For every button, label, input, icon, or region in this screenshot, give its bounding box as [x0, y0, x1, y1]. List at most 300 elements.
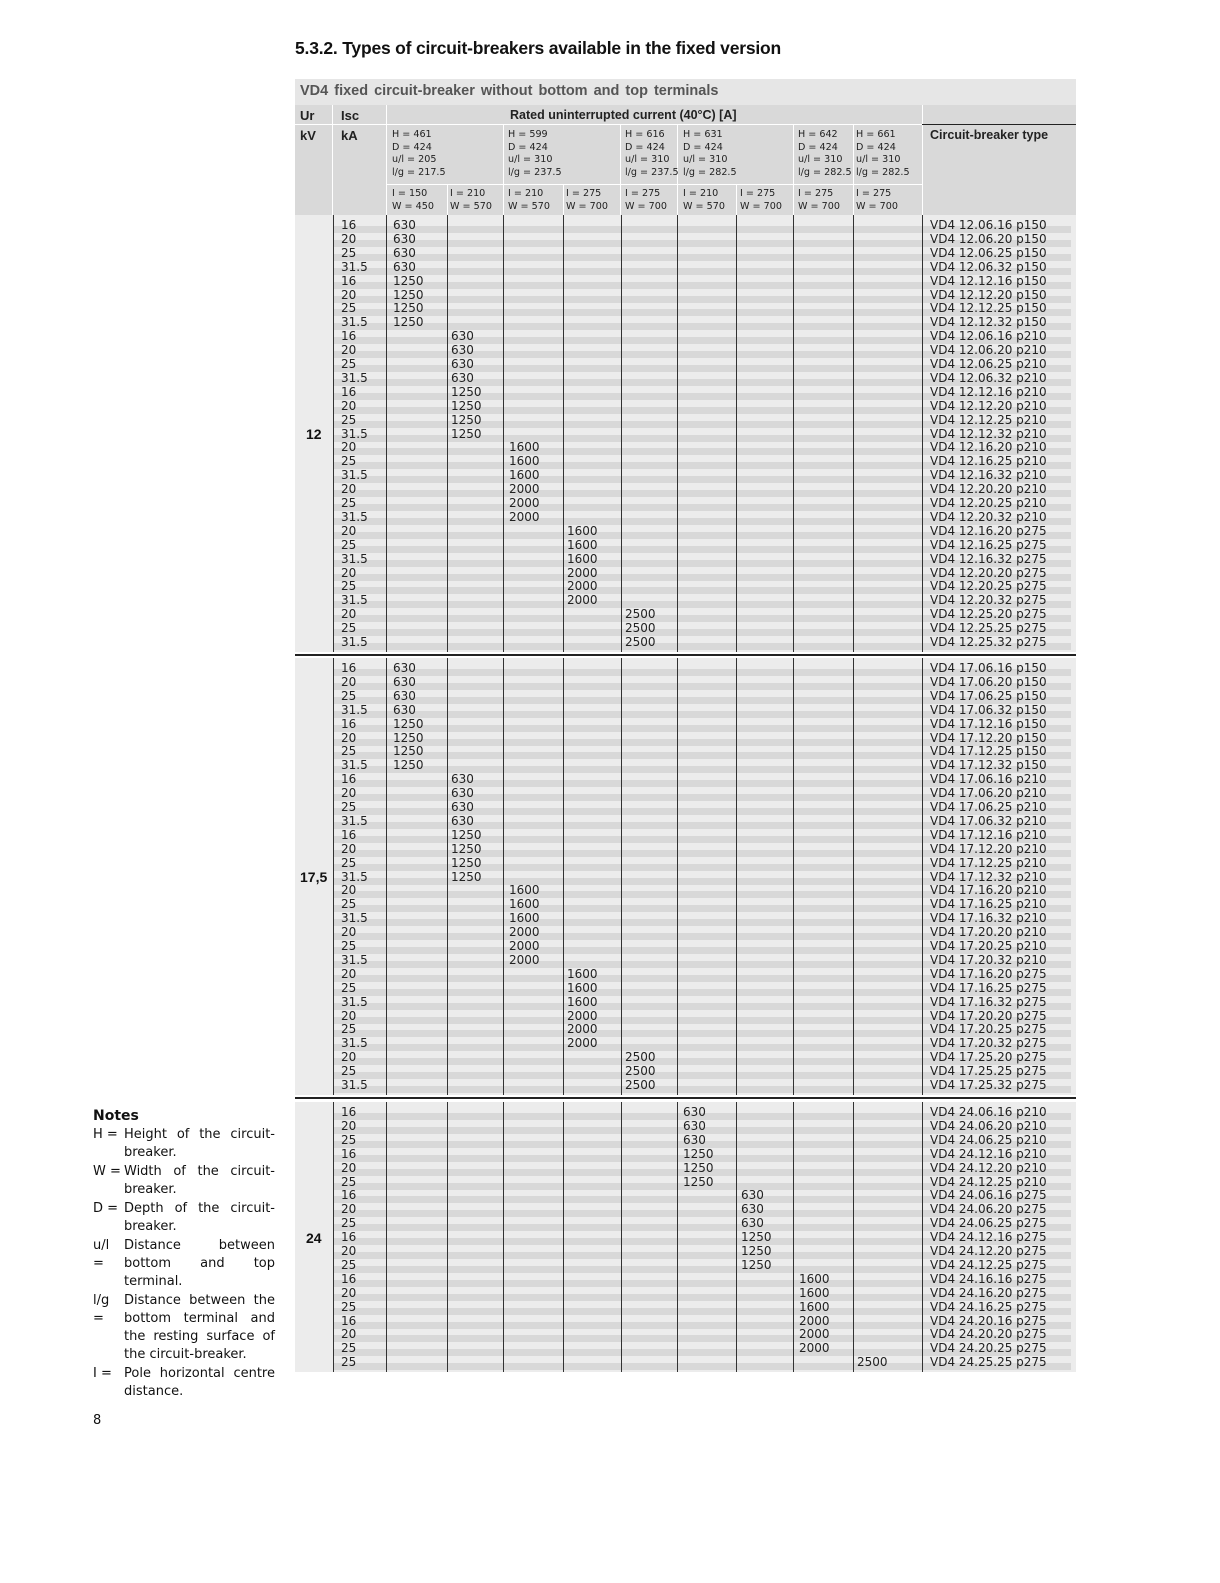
cb-type-cell: VD4 17.12.32 p210 — [930, 869, 1047, 884]
header-rated-current: Rated uninterrupted current (40°C) [A] — [510, 108, 737, 122]
cb-type-cell: VD4 12.12.32 p150 — [930, 315, 1047, 330]
isc-cell: 25 — [341, 1174, 357, 1189]
column-divider — [333, 1102, 334, 1372]
current-cell: 2000 — [567, 565, 598, 580]
current-cell: 1250 — [451, 869, 482, 884]
cb-type-cell: VD4 12.16.25 p210 — [930, 454, 1047, 469]
current-cell: 2500 — [625, 607, 656, 622]
column-divider — [853, 1102, 854, 1372]
isc-cell: 16 — [341, 716, 357, 731]
cb-type-cell: VD4 17.25.32 p275 — [930, 1078, 1047, 1092]
isc-cell: 20 — [341, 1008, 357, 1023]
current-cell: 1250 — [741, 1244, 772, 1258]
isc-cell: 31.5 — [341, 426, 368, 441]
iw-label: I = 275 W = 700 — [798, 188, 840, 212]
column-divider — [677, 1102, 678, 1372]
cb-type-cell: VD4 17.06.20 p150 — [930, 674, 1047, 689]
isc-cell: 25 — [341, 537, 357, 552]
cb-type-cell: VD4 24.06.20 p275 — [930, 1202, 1047, 1217]
current-cell: 1250 — [393, 758, 424, 773]
current-cell: 1250 — [451, 841, 482, 856]
cb-type-cell: VD4 12.20.32 p210 — [930, 509, 1047, 524]
isc-cell: 20 — [341, 1327, 357, 1342]
column-divider — [922, 658, 923, 1095]
isc-cell: 25 — [341, 1299, 357, 1314]
cb-type-cell: VD4 12.06.16 p210 — [930, 329, 1047, 344]
current-cell: 630 — [741, 1216, 764, 1231]
cb-type-cell: VD4 17.20.25 p210 — [930, 939, 1047, 953]
cb-type-cell: VD4 17.20.25 p275 — [930, 1022, 1047, 1037]
isc-cell: 16 — [341, 1271, 357, 1286]
isc-cell: 31.5 — [341, 869, 368, 884]
note-item — [93, 1237, 275, 1291]
current-cell: 2000 — [509, 509, 540, 524]
current-cell: 2000 — [567, 1036, 598, 1051]
isc-cell: 20 — [341, 523, 357, 538]
isc-cell: 31.5 — [341, 635, 368, 649]
iw-label: I = 275 W = 700 — [566, 188, 608, 212]
current-cell: 2500 — [625, 1064, 656, 1079]
current-cell: 1250 — [451, 412, 482, 427]
iw-label: I = 275 W = 700 — [856, 188, 898, 212]
column-divider — [621, 658, 622, 1095]
page-number: 8 — [93, 1413, 102, 1428]
ur-value: 12 — [306, 426, 322, 443]
current-cell: 1600 — [567, 994, 598, 1009]
column-divider — [447, 215, 448, 652]
current-cell: 2000 — [567, 593, 598, 608]
current-cell: 630 — [393, 702, 416, 717]
note-item — [93, 1126, 275, 1162]
isc-cell: 16 — [341, 1188, 357, 1203]
column-divider — [503, 215, 504, 652]
isc-cell: 16 — [341, 827, 357, 842]
cb-type-cell: VD4 17.12.16 p150 — [930, 716, 1047, 731]
dims-group: H = 661 D = 424 u/l = 310 l/g = 282.5 — [856, 129, 910, 178]
isc-cell: 25 — [341, 301, 357, 316]
cb-type-cell: VD4 12.12.16 p210 — [930, 384, 1047, 399]
header-cb-type: Circuit-breaker type — [930, 128, 1049, 142]
cb-type-cell: VD4 24.12.25 p210 — [930, 1174, 1047, 1189]
cb-type-cell: VD4 12.06.25 p210 — [930, 357, 1047, 371]
column-divider — [386, 658, 387, 1095]
iw-label: I = 275 W = 700 — [740, 188, 782, 212]
cb-type-cell: VD4 12.06.32 p210 — [930, 370, 1047, 385]
cb-type-cell: VD4 24.12.16 p275 — [930, 1230, 1047, 1245]
dims-group: H = 631 D = 424 u/l = 310 l/g = 282.5 — [683, 129, 737, 178]
isc-cell: 25 — [341, 1257, 357, 1272]
current-cell: 1250 — [393, 716, 424, 731]
current-cell: 2000 — [509, 952, 540, 967]
cb-type-cell: VD4 12.20.20 p275 — [930, 565, 1047, 580]
isc-cell: 25 — [341, 496, 357, 510]
current-cell: 2500 — [625, 635, 656, 649]
dims-group: H = 616 D = 424 u/l = 310 l/g = 237.5 — [625, 129, 679, 178]
isc-cell: 20 — [341, 1285, 357, 1300]
isc-cell: 16 — [341, 1146, 357, 1161]
isc-cell: 25 — [341, 1355, 357, 1370]
isc-cell: 25 — [341, 1216, 357, 1231]
current-cell: 1600 — [509, 911, 540, 926]
current-cell: 630 — [451, 357, 474, 371]
current-cell: 630 — [451, 343, 474, 358]
isc-cell: 31.5 — [341, 593, 368, 608]
isc-cell: 20 — [341, 883, 357, 898]
current-cell: 1600 — [799, 1271, 830, 1286]
isc-cell: 25 — [341, 412, 357, 427]
cb-type-cell: VD4 17.20.32 p275 — [930, 1036, 1047, 1051]
current-cell: 1250 — [451, 398, 482, 413]
note-key: l/g = — [93, 1293, 110, 1326]
isc-cell: 25 — [341, 800, 357, 814]
iw-label: I = 210 W = 570 — [508, 188, 550, 212]
isc-cell: 16 — [341, 1313, 357, 1328]
current-cell: 630 — [683, 1105, 706, 1119]
isc-cell: 20 — [341, 1202, 357, 1217]
column-divider — [922, 1102, 923, 1372]
cb-type-cell: VD4 12.06.16 p150 — [930, 218, 1047, 232]
cb-type-cell: VD4 17.06.20 p210 — [930, 786, 1047, 801]
current-cell: 630 — [741, 1202, 764, 1217]
note-text: Distance between bottom and top terminal. — [124, 1238, 275, 1289]
cb-type-cell: VD4 17.06.32 p150 — [930, 702, 1047, 717]
cb-type-cell: VD4 24.20.20 p275 — [930, 1327, 1047, 1342]
current-cell: 2500 — [625, 621, 656, 636]
cb-type-cell: VD4 12.16.32 p275 — [930, 551, 1047, 566]
isc-cell: 25 — [341, 245, 357, 260]
cb-type-cell: VD4 12.16.32 p210 — [930, 468, 1047, 483]
note-text: Pole horizontal centre distance. — [124, 1366, 275, 1399]
column-divider — [677, 215, 678, 652]
current-cell: 1250 — [393, 744, 424, 759]
current-cell: 2500 — [625, 1050, 656, 1065]
cb-type-cell: VD4 17.16.32 p275 — [930, 994, 1047, 1009]
column-divider — [333, 658, 334, 1095]
current-cell: 1250 — [451, 855, 482, 870]
cb-type-cell: VD4 24.16.16 p275 — [930, 1271, 1047, 1286]
cb-type-cell: VD4 24.12.20 p275 — [930, 1244, 1047, 1258]
isc-cell: 25 — [341, 621, 357, 636]
note-key: W = — [93, 1164, 121, 1179]
isc-cell: 25 — [341, 897, 357, 912]
current-cell: 2000 — [509, 496, 540, 510]
column-divider — [793, 1102, 794, 1372]
cb-type-cell: VD4 12.20.25 p210 — [930, 496, 1047, 510]
column-divider — [333, 215, 334, 652]
isc-cell: 20 — [341, 482, 357, 497]
current-cell: 630 — [683, 1132, 706, 1147]
dims-group: H = 599 D = 424 u/l = 310 l/g = 237.5 — [508, 129, 562, 178]
cb-type-cell: VD4 17.12.20 p150 — [930, 730, 1047, 745]
cb-type-cell: VD4 12.06.20 p210 — [930, 343, 1047, 358]
group-divider — [295, 1097, 1076, 1099]
notes-title: Notes — [93, 1108, 139, 1124]
cb-type-cell: VD4 17.12.25 p210 — [930, 855, 1047, 870]
cb-type-cell: VD4 12.12.32 p210 — [930, 426, 1047, 441]
current-cell: 630 — [451, 786, 474, 801]
current-cell: 1250 — [393, 273, 424, 288]
note-item — [93, 1163, 275, 1199]
isc-cell: 20 — [341, 565, 357, 580]
cb-type-cell: VD4 24.12.25 p275 — [930, 1257, 1047, 1272]
current-cell: 630 — [393, 661, 416, 675]
cb-type-cell: VD4 17.12.16 p210 — [930, 827, 1047, 842]
isc-cell: 31.5 — [341, 994, 368, 1009]
isc-cell: 31.5 — [341, 315, 368, 330]
current-cell: 1600 — [567, 523, 598, 538]
current-cell: 1250 — [451, 384, 482, 399]
isc-cell: 16 — [341, 1105, 357, 1119]
current-cell: 2500 — [857, 1355, 888, 1370]
current-cell: 630 — [451, 329, 474, 344]
isc-cell: 20 — [341, 786, 357, 801]
isc-cell: 20 — [341, 1244, 357, 1258]
isc-cell: 25 — [341, 939, 357, 953]
column-divider — [447, 658, 448, 1095]
note-key: D = — [93, 1201, 119, 1216]
isc-cell: 31.5 — [341, 509, 368, 524]
isc-cell: 20 — [341, 440, 357, 455]
cb-type-cell: VD4 17.20.32 p210 — [930, 952, 1047, 967]
cb-type-cell: VD4 17.25.20 p275 — [930, 1050, 1047, 1065]
cb-type-cell: VD4 24.06.20 p210 — [930, 1118, 1047, 1133]
current-cell: 1600 — [567, 551, 598, 566]
column-divider — [922, 215, 923, 652]
current-cell: 2000 — [567, 1022, 598, 1037]
current-cell: 630 — [393, 231, 416, 246]
cb-type-cell: VD4 24.12.16 p210 — [930, 1146, 1047, 1161]
isc-cell: 25 — [341, 744, 357, 759]
column-divider — [736, 658, 737, 1095]
current-cell: 630 — [741, 1188, 764, 1203]
group-divider — [295, 654, 1076, 656]
cb-type-cell: VD4 12.16.20 p210 — [930, 440, 1047, 455]
iw-label: I = 210 W = 570 — [683, 188, 725, 212]
cb-type-cell: VD4 12.25.32 p275 — [930, 635, 1047, 649]
column-divider — [563, 658, 564, 1095]
current-cell: 2500 — [625, 1078, 656, 1092]
cb-type-cell: VD4 24.20.16 p275 — [930, 1313, 1047, 1328]
header-isc-unit: kA — [341, 128, 358, 143]
isc-cell: 31.5 — [341, 911, 368, 926]
cb-type-cell: VD4 17.06.32 p210 — [930, 813, 1047, 828]
current-cell: 1250 — [393, 301, 424, 316]
column-divider — [386, 215, 387, 652]
isc-cell: 31.5 — [341, 813, 368, 828]
isc-cell: 31.5 — [341, 758, 368, 773]
isc-cell: 16 — [341, 661, 357, 675]
cb-type-cell: VD4 17.12.32 p150 — [930, 758, 1047, 773]
isc-cell: 20 — [341, 1160, 357, 1175]
isc-cell: 16 — [341, 218, 357, 232]
current-cell: 1600 — [567, 537, 598, 552]
cb-type-cell: VD4 17.25.25 p275 — [930, 1064, 1047, 1079]
current-cell: 2000 — [567, 579, 598, 594]
table-header — [295, 105, 1076, 216]
cb-type-cell: VD4 12.12.20 p210 — [930, 398, 1047, 413]
current-cell: 1250 — [741, 1230, 772, 1245]
current-cell: 1600 — [509, 468, 540, 483]
isc-cell: 31.5 — [341, 952, 368, 967]
isc-cell: 31.5 — [341, 468, 368, 483]
current-cell: 2000 — [509, 939, 540, 953]
current-cell: 1250 — [451, 827, 482, 842]
dims-group: H = 461 D = 424 u/l = 205 l/g = 217.5 — [392, 129, 446, 178]
column-divider — [793, 215, 794, 652]
notes — [93, 1108, 275, 1402]
isc-cell: 20 — [341, 231, 357, 246]
cb-type-cell: VD4 24.16.20 p275 — [930, 1285, 1047, 1300]
cb-type-cell: VD4 17.16.25 p210 — [930, 897, 1047, 912]
isc-cell: 25 — [341, 357, 357, 371]
isc-cell: 16 — [341, 384, 357, 399]
current-cell: 1250 — [393, 315, 424, 330]
isc-cell: 20 — [341, 398, 357, 413]
current-cell: 1600 — [567, 980, 598, 995]
isc-cell: 25 — [341, 688, 357, 703]
current-cell: 1250 — [741, 1257, 772, 1272]
current-cell: 1600 — [509, 454, 540, 469]
iw-label: I = 210 W = 570 — [450, 188, 492, 212]
current-cell: 2000 — [567, 1008, 598, 1023]
isc-cell: 31.5 — [341, 702, 368, 717]
cb-type-cell: VD4 12.16.25 p275 — [930, 537, 1047, 552]
header-ur: Ur — [300, 108, 315, 123]
isc-cell: 31.5 — [341, 1078, 368, 1092]
current-cell: 630 — [451, 772, 474, 787]
current-cell: 630 — [393, 259, 416, 274]
current-cell: 2000 — [799, 1341, 830, 1356]
cb-type-cell: VD4 24.06.25 p275 — [930, 1216, 1047, 1231]
cb-type-cell: VD4 12.25.25 p275 — [930, 621, 1047, 636]
cb-type-cell: VD4 17.06.16 p210 — [930, 772, 1047, 787]
cb-type-cell: VD4 12.06.20 p150 — [930, 231, 1047, 246]
cb-type-cell: VD4 12.12.20 p150 — [930, 287, 1047, 302]
column-divider — [736, 215, 737, 652]
cb-type-cell: VD4 17.16.20 p210 — [930, 883, 1047, 898]
current-cell: 1600 — [509, 883, 540, 898]
column-divider — [621, 1102, 622, 1372]
page-title: 5.3.2. Types of circuit-breakers available in the fixed version — [295, 38, 782, 58]
current-cell: 1600 — [799, 1285, 830, 1300]
isc-cell: 16 — [341, 273, 357, 288]
cb-type-cell: VD4 24.06.16 p275 — [930, 1188, 1047, 1203]
note-item — [93, 1365, 275, 1401]
isc-cell: 20 — [341, 343, 357, 358]
note-text: Height of the circuit-breaker. — [124, 1127, 275, 1160]
column-divider — [853, 215, 854, 652]
column-divider — [503, 1102, 504, 1372]
isc-cell: 20 — [341, 966, 357, 981]
isc-cell: 25 — [341, 1064, 357, 1079]
isc-cell: 25 — [341, 1132, 357, 1147]
current-cell: 1600 — [799, 1299, 830, 1314]
current-cell: 630 — [683, 1118, 706, 1133]
current-cell: 2000 — [509, 482, 540, 497]
cb-type-cell: VD4 24.06.16 p210 — [930, 1105, 1047, 1119]
note-item — [93, 1200, 275, 1236]
note-text: Depth of the circuit-breaker. — [124, 1201, 275, 1234]
current-cell: 1600 — [509, 440, 540, 455]
isc-cell: 31.5 — [341, 1036, 368, 1051]
current-cell: 1250 — [683, 1174, 714, 1189]
isc-cell: 25 — [341, 579, 357, 594]
isc-cell: 25 — [341, 1022, 357, 1037]
current-cell: 630 — [393, 245, 416, 260]
cb-type-cell: VD4 12.20.32 p275 — [930, 593, 1047, 608]
cb-type-cell: VD4 17.06.25 p150 — [930, 688, 1047, 703]
cb-type-cell: VD4 12.20.25 p275 — [930, 579, 1047, 594]
isc-cell: 16 — [341, 772, 357, 787]
note-key: H = — [93, 1127, 118, 1142]
column-divider — [563, 215, 564, 652]
column-divider — [447, 1102, 448, 1372]
dims-group: H = 642 D = 424 u/l = 310 l/g = 282.5 — [798, 129, 852, 178]
cb-type-cell: VD4 17.16.32 p210 — [930, 911, 1047, 926]
isc-cell: 25 — [341, 855, 357, 870]
note-item — [93, 1292, 275, 1364]
cb-type-cell: VD4 17.06.25 p210 — [930, 800, 1047, 814]
cb-type-cell: VD4 12.06.25 p150 — [930, 245, 1047, 260]
cb-type-cell: VD4 12.12.25 p210 — [930, 412, 1047, 427]
cb-type-cell: VD4 17.06.16 p150 — [930, 661, 1047, 675]
isc-cell: 25 — [341, 454, 357, 469]
current-cell: 1250 — [683, 1146, 714, 1161]
current-cell: 2000 — [799, 1327, 830, 1342]
column-divider — [563, 1102, 564, 1372]
cb-type-cell: VD4 24.06.25 p210 — [930, 1132, 1047, 1147]
column-divider — [736, 1102, 737, 1372]
cb-type-cell: VD4 24.12.20 p210 — [930, 1160, 1047, 1175]
note-text: Width of the circuit-breaker. — [124, 1164, 275, 1197]
cb-type-cell: VD4 12.12.25 p150 — [930, 301, 1047, 316]
cb-type-cell: VD4 12.16.20 p275 — [930, 523, 1047, 538]
column-divider — [503, 658, 504, 1095]
isc-cell: 25 — [341, 1341, 357, 1356]
current-cell: 630 — [393, 688, 416, 703]
ur-value: 17,5 — [300, 869, 328, 886]
note-key: I = — [93, 1366, 112, 1381]
isc-cell: 31.5 — [341, 259, 368, 274]
isc-cell: 20 — [341, 730, 357, 745]
column-divider — [677, 658, 678, 1095]
isc-cell: 16 — [341, 1230, 357, 1245]
isc-cell: 20 — [341, 1050, 357, 1065]
iw-label: I = 275 W = 700 — [625, 188, 667, 212]
column-divider — [621, 215, 622, 652]
column-divider — [386, 1102, 387, 1372]
current-cell: 2000 — [509, 925, 540, 940]
current-cell: 1600 — [567, 966, 598, 981]
header-isc: Isc — [341, 108, 360, 123]
cb-type-cell: VD4 12.25.20 p275 — [930, 607, 1047, 622]
column-divider — [853, 658, 854, 1095]
cb-type-cell: VD4 24.25.25 p275 — [930, 1355, 1047, 1370]
current-cell: 2000 — [799, 1313, 830, 1328]
isc-cell: 16 — [341, 329, 357, 344]
cb-type-cell: VD4 12.06.32 p150 — [930, 259, 1047, 274]
iw-label: I = 150 W = 450 — [392, 188, 434, 212]
note-key: u/l = — [93, 1238, 110, 1271]
cb-type-cell: VD4 24.16.25 p275 — [930, 1299, 1047, 1314]
isc-cell: 20 — [341, 841, 357, 856]
note-text: Distance between the bottom terminal and the resting surface of the circuit-breaker. — [124, 1293, 275, 1362]
column-divider — [793, 658, 794, 1095]
current-cell: 1600 — [509, 897, 540, 912]
cb-type-cell: VD4 17.16.25 p275 — [930, 980, 1047, 995]
isc-cell: 25 — [341, 980, 357, 995]
current-cell: 630 — [451, 370, 474, 385]
